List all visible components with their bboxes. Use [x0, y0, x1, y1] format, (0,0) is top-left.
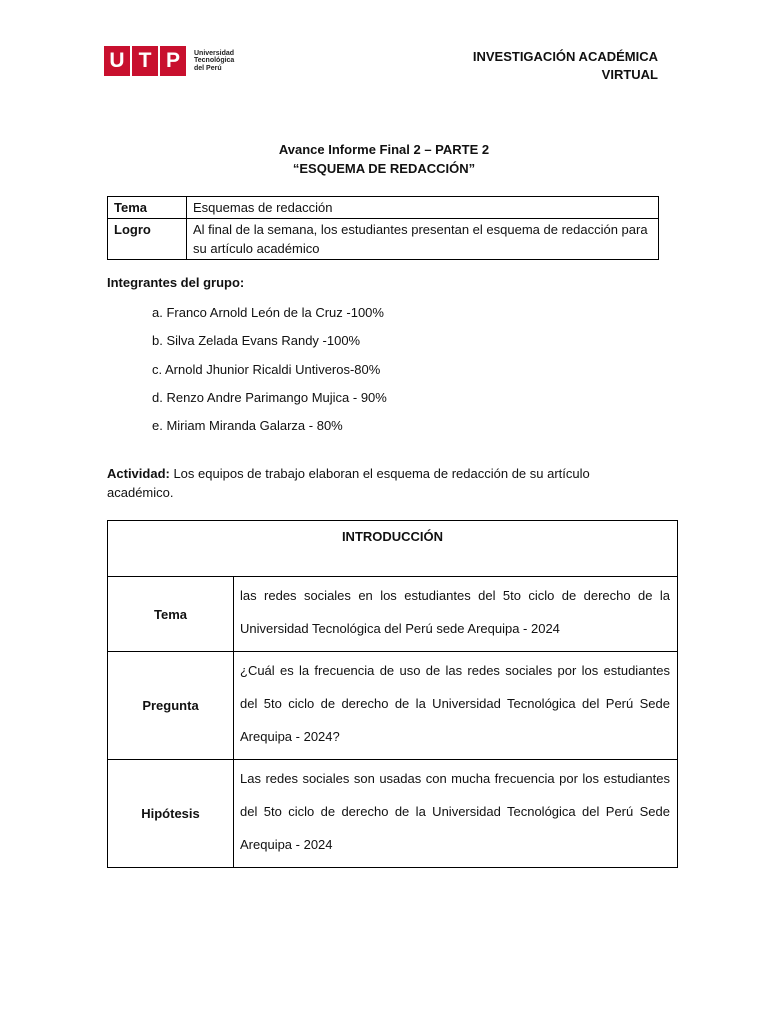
intro-hipotesis-value: Las redes sociales son usadas con mucha frecuencia por los estudiantes del 5to ciclo de derecho de la Universidad Tecnológica del Perú Sede Arequipa - 2024: [234, 760, 678, 868]
utp-logo: [104, 46, 244, 76]
intro-hipotesis-label: Hipótesis: [108, 760, 234, 868]
intro-row-hipotesis: [108, 760, 678, 868]
meta-table: [107, 196, 659, 260]
logo-text: [194, 50, 244, 73]
logo-line: Tecnológica: [194, 57, 235, 65]
logo-letter-u: U: [104, 46, 130, 76]
member-item: c. Arnold Jhunior Ricaldi Untiveros-80%: [152, 361, 381, 377]
activity-paragraph: [107, 464, 647, 502]
meta-tema-label: Tema: [108, 197, 187, 219]
introduction-table: [107, 520, 678, 868]
title-line-2: “ESQUEMA DE REDACCIÓN”: [292, 161, 476, 176]
title-line-1: Avance Informe Final 2 – PARTE 2: [278, 142, 490, 157]
activity-label: Actividad:: [107, 466, 170, 481]
meta-row-logro: [108, 219, 659, 260]
logo-letter-p: P: [160, 46, 186, 76]
logo-line: Universidad: [194, 49, 235, 57]
member-item: e. Miriam Miranda Galarza - 80%: [152, 418, 343, 434]
intro-row-tema: [108, 577, 678, 652]
intro-pregunta-label: Pregunta: [108, 652, 234, 760]
document-title: [0, 140, 768, 178]
intro-heading: INTRODUCCIÓN: [108, 521, 678, 577]
header-line-2: VIRTUAL: [601, 67, 658, 82]
activity-text: Los equipos de trabajo elaboran el esquema de redacción de su artículo académico.: [107, 466, 590, 500]
header-title: [473, 48, 658, 84]
intro-row-pregunta: [108, 652, 678, 760]
meta-row-tema: [108, 197, 659, 219]
logo-letter-t: T: [132, 46, 158, 76]
member-item: a. Franco Arnold León de la Cruz -100%: [152, 305, 384, 320]
members-heading: Integrantes del grupo:: [107, 275, 245, 290]
intro-pregunta-value: ¿Cuál es la frecuencia de uso de las redes sociales por los estudiantes del 5to ciclo de derecho de la Universidad Tecnológica del Perú Sede Arequipa - 2024?: [234, 652, 678, 760]
meta-logro-label: Logro: [108, 219, 187, 260]
intro-tema-label: Tema: [108, 577, 234, 652]
members-list: [152, 304, 387, 445]
intro-heading-row: [108, 521, 678, 577]
intro-tema-value: las redes sociales en los estudiantes del 5to ciclo de derecho de la Universidad Tecnológica del Perú sede Arequipa - 2024: [234, 577, 678, 652]
header-line-1: INVESTIGACIÓN ACADÉMICA: [472, 49, 658, 64]
member-item: b. Silva Zelada Evans Randy -100%: [152, 333, 361, 349]
logo-line: del Perú: [194, 64, 222, 72]
member-item: d. Renzo Andre Parimango Mujica - 90%: [152, 389, 387, 405]
meta-logro-value: Al final de la semana, los estudiantes presentan el esquema de redacción para su artículo académico: [187, 219, 659, 260]
meta-tema-value: Esquemas de redacción: [187, 197, 659, 219]
